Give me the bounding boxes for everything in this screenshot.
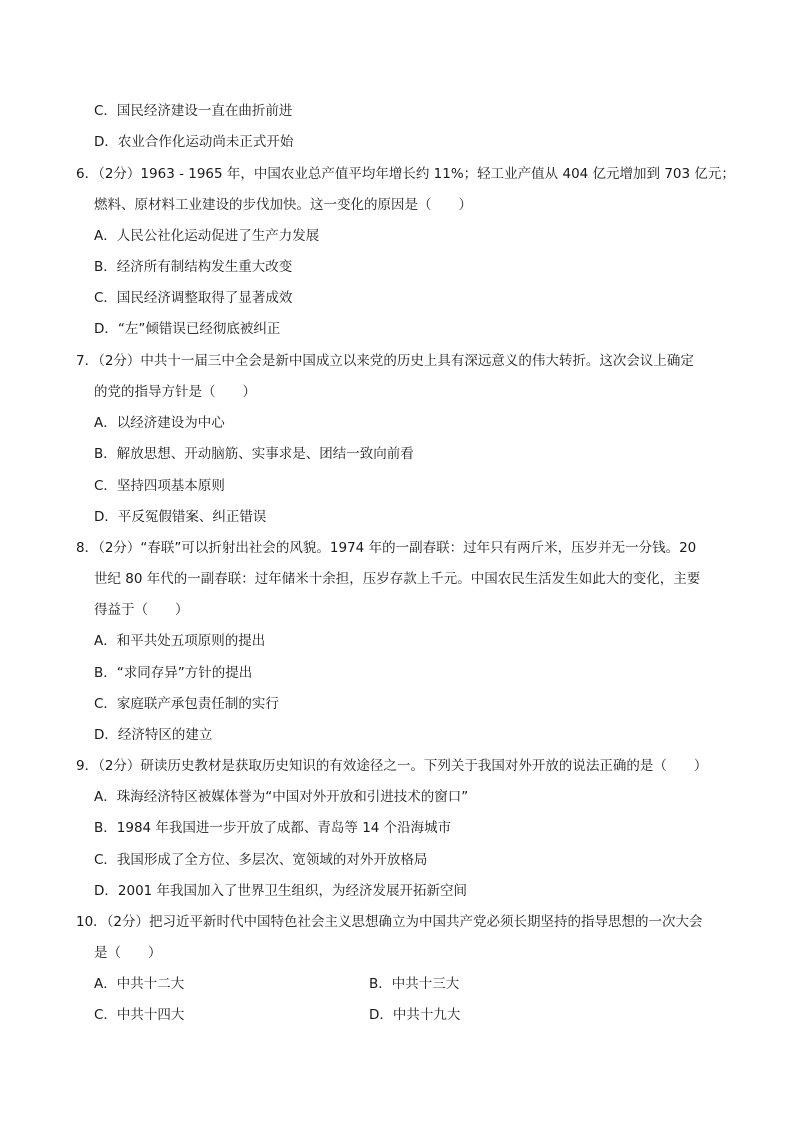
- option-d: D．农业合作化运动尚未正式开始: [94, 134, 294, 150]
- question-10-option-d: D．中共十九大: [369, 1007, 461, 1023]
- question-8-stem: 8．（2分）“春联”可以折射出社会的风貌。1974 年的一副春联：过年只有两斤米，压岁并无一分钱。20: [76, 540, 697, 556]
- question-8-option-b: B．“求同存异”方针的提出: [94, 665, 253, 681]
- question-10-stem-cont: 是（ ）: [94, 945, 162, 961]
- question-9-option-a: A．珠海经济特区被媒体誉为“中国对外开放和引进技术的窗口”: [94, 789, 469, 805]
- question-9-option-c: C．我国形成了全方位、多层次、宽领域的对外开放格局: [94, 852, 428, 868]
- question-8-stem-cont-2: 得益于（ ）: [94, 602, 189, 618]
- question-7-stem-cont: 的党的指导方针是（ ）: [94, 384, 256, 400]
- question-6-option-d: D．“左”倾错误已经彻底被纠正: [94, 321, 281, 337]
- question-6-option-b: B．经济所有制结构发生重大改变: [94, 259, 293, 275]
- option-c: C．国民经济建设一直在曲折前进: [94, 103, 293, 119]
- question-6-option-c: C．国民经济调整取得了显著成效: [94, 290, 293, 306]
- question-7-option-b: B．解放思想、开动脑筋、实事求是、团结一致向前看: [94, 446, 414, 462]
- question-8-option-c: C．家庭联产承包责任制的实行: [94, 696, 279, 712]
- question-7-stem: 7．（2分）中共十一届三中全会是新中国成立以来党的历史上具有深远意义的伟大转折。这次会议上确定: [76, 353, 694, 369]
- question-7-option-a: A．以经济建设为中心: [94, 415, 225, 431]
- question-6-option-a: A．人民公社化运动促进了生产力发展: [94, 228, 320, 244]
- question-6-stem: 6．（2分）1963 - 1965 年，中国农业总产值平均年增长约 11%；轻工业产值从 404 亿元增加到 703 亿元；: [76, 166, 735, 182]
- question-8-stem-cont-1: 世纪 80 年代的一副春联：过年储米十余担，压岁存款上千元。中国农民生活发生如此大的变化，主要: [94, 571, 701, 587]
- question-7-option-c: C．坚持四项基本原则: [94, 478, 225, 494]
- question-8-option-a: A．和平共处五项原则的提出: [94, 633, 266, 649]
- question-6-stem-cont: 燃料、原材料工业建设的步伐加快。这一变化的原因是（ ）: [94, 197, 472, 213]
- question-10-stem: 10．（2分）把习近平新时代中国特色社会主义思想确立为中国共产党必须长期坚持的指导思想的一次大会: [76, 914, 703, 930]
- question-9-stem: 9．（2分）研读历史教材是获取历史知识的有效途径之一。下列关于我国对外开放的说法正确的是（ ）: [76, 758, 708, 774]
- question-7-option-d: D．平反冤假错案、纠正错误: [94, 509, 267, 525]
- question-8-option-d: D．经济特区的建立: [94, 727, 213, 743]
- question-9-option-d: D．2001 年我国加入了世界卫生组织，为经济发展开拓新空间: [94, 883, 468, 899]
- question-9-option-b: B．1984 年我国进一步开放了成都、青岛等 14 个沿海城市: [94, 820, 452, 836]
- question-10-option-b: B．中共十三大: [369, 976, 460, 992]
- question-10-option-a: A．中共十二大: [94, 976, 185, 992]
- question-10-option-c: C．中共十四大: [94, 1007, 185, 1023]
